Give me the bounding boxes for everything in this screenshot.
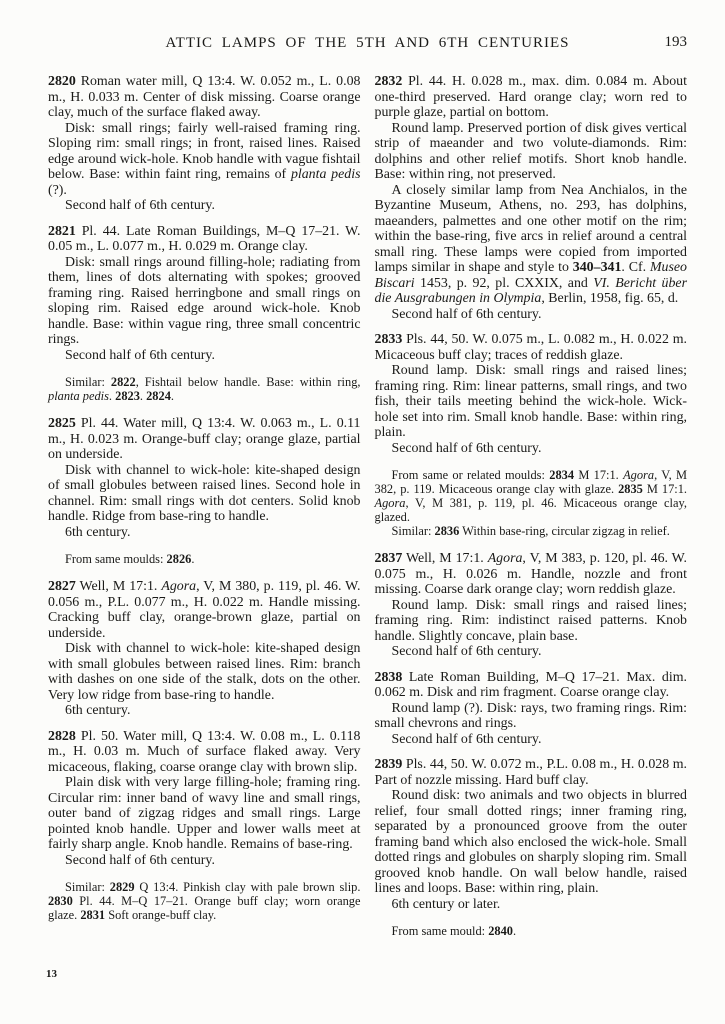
paragraph [48,703,361,719]
paragraph [48,525,361,541]
catalog-number: 2835 [618,482,643,496]
paragraph [375,468,688,524]
catalog-number: 2826 [166,552,192,566]
paragraph [375,121,688,183]
catalog-number: 2831 [80,908,106,922]
text-run: Plain disk with very large filling-hole; framing ring. Circular rim: inner band of wavy line and small rings, outer band of zigzag ridges and small rings. Large pointed knob handle. Upper and lower walls meet at fairly sharp angle. Knob handle. Remains of base-ring. [48,775,361,852]
catalog-number: 2833 [374,332,403,347]
text-run: . [108,389,116,403]
text-run: Disk: small rings; fairly well-raised framing ring. Sloping rim: small rings; in front, raised lines. Raised edge around wick-hole. Knob handle with vague fishtail below. Base: within faint ring, remains of [48,120,361,182]
paragraph [48,552,361,566]
text-run: Round lamp. Disk: small rings and raised lines; framing ring. Rim: indistinct raised patterns. Knob handle. Slightly concave, plain base. [374,597,687,644]
text-run: Round lamp (?). Disk: rays, two framing rings. Rim: small chevrons and rings. [374,700,687,731]
italic-run: Agora [374,496,406,510]
paragraph [48,579,361,641]
catalog-number: 2830 [48,894,73,908]
text-run: A closely similar lamp from Nea Anchialos, in the Byzantine Museum, Athens, no. 293, has dolphins, maeanders, palmettes and one other motif on the rim; within the base-ring, five arcs in relief around a central small ring. These lamps were copied from imported lamps similar in shape and style to [374,182,687,275]
text-run: From same mould: [391,924,489,938]
paragraph [375,74,688,121]
text-run: . [513,924,517,938]
catalog-entry [375,670,688,748]
text-run: , Berlin, 1958, fig. 65, d. [541,291,679,306]
text-run: Pl. 50. Water mill, Q 13:4. W. 0.08 m., L. 0.118 m., H. 0.03 m. Much of surface flaked away. Very micaceous, flaking, coarse orange clay with brown slip. [48,728,361,775]
catalog-entry [375,74,688,322]
catalog-number: 340–341 [572,260,622,275]
catalog-number: 2832 [374,74,403,89]
text-run: From same or related moulds: [391,468,550,482]
catalog-number: 2820 [48,74,76,89]
text-run: Pl. 44. Late Roman Buildings, M–Q 17–21. W. 0.05 m., L. 0.077 m., H. 0.029 m. Orange clay. [48,223,361,254]
text-run: Pl. 44. Water mill, Q 13:4. W. 0.063 m., L. 0.11 m., H. 0.023 m. Orange-buff clay; orange glaze, partial on underside. [48,416,361,462]
text-run: From same moulds: [65,552,167,566]
paragraph [48,348,361,364]
paragraph [48,416,361,463]
paragraph [48,729,361,776]
text-run: Second half of 6th century. [65,347,215,363]
paragraph [48,463,361,525]
text-run: (?). [48,182,67,198]
text-run: M 17:1. [642,482,688,496]
paragraph [48,255,361,348]
paragraph [375,670,688,701]
text-run: , Fishtail below handle. Base: within ring, [135,375,361,389]
paragraph [375,332,688,363]
paragraph [375,732,688,748]
catalog-number: 2838 [374,669,403,685]
text-run: Roman water mill, Q 13:4. W. 0.052 m., L. 0.08 m., H. 0.033 m. Center of disk missing. Coarse orange clay, much of the surface flaked away. [48,74,361,120]
text-run: Similar: [65,880,110,894]
text-run: Well, M 17:1. [75,579,162,594]
text-run: 1453, p. 92, pl. CXXIX, and [414,275,594,291]
text-run: , V, M 383, p. 120, pl. 46. W. 0.075 m., H. 0.026 m. Handle, nozzle and front missing. Coarse dark orange clay; worn reddish glaze. [374,551,687,597]
italic-run: Agora [161,579,197,594]
text-run: Second half of 6th century. [391,440,542,456]
catalog-entry [48,74,361,214]
left-column [48,74,361,951]
italic-run: Agora [623,468,655,482]
text-run: Pls. 44, 50. W. 0.072 m., P.L. 0.08 m., H. 0.028 m. Part of nozzle missing. Hard buff clay. [374,757,687,788]
running-head: ATTIC LAMPS OF THE 5TH AND 6TH CENTURIES [165,35,570,51]
paragraph [48,641,361,703]
paragraph [375,524,688,538]
text-run: Round disk: two animals and two objects in blurred relief, four small dotted rings; inner framing ring, separated by a pronounced groove from the outer framing band which also enclosed the wick-hole. Small dotted rings and globules on sharply sloping rim. Small grooved knob handle. On wall below handle, raised lines and loops. Base: within ring, plain. [374,788,687,896]
text-run: Disk with channel to wick-hole: kite-shaped design of small globules between raised lines. Second hole in channel. Rim: small rings with dot centers. Solid knob handle. Ridge from base-ring to handle. [48,462,361,524]
paragraph [375,757,688,788]
signature-mark: 13 [46,968,57,980]
small-print-note [48,375,361,403]
catalog-number: 2829 [109,880,135,894]
catalog-entry [375,757,688,912]
paragraph [375,551,688,598]
text-run: Similar: [391,524,435,538]
text-run: M 17:1. [574,468,624,482]
page-number: 193 [664,34,687,50]
paragraph [48,775,361,853]
catalog-entry [48,729,361,869]
text-run: . [139,389,147,403]
text-run: . [170,389,174,403]
text-run: Pl. 44. H. 0.028 m., max. dim. 0.084 m. About one-third preserved. Hard orange clay; worn red to purple glaze, partial on bottom. [374,74,687,120]
text-run: Late Roman Building, M–Q 17–21. Max. dim. 0.062 m. Disk and rim fragment. Coarse orange clay. [374,669,687,700]
paragraph [375,183,688,307]
paragraph [375,307,688,323]
catalog-entry [48,416,361,540]
paragraph [48,224,361,255]
paragraph [375,363,688,441]
catalog-number: 2834 [549,468,575,482]
catalog-number: 2836 [434,524,460,538]
text-run: Round lamp. Disk: small rings and raised lines; framing ring. Rim: linear patterns, small rings, and two fish, their tails meeting behind the wick-hole. Wick-hole set into rim. Small knob handle. Base: within ring, plain. [374,363,687,440]
small-print-note [48,880,361,922]
catalog-number: 2823 [115,389,140,403]
catalog-entry [375,332,688,456]
catalog-entry [375,551,688,660]
text-run: , V, M 380, p. 119, pl. 46. W. 0.056 m., P.L. 0.077 m., H. 0.022 m. Handle missing. Cracking buff clay, orange-brown glaze, partial on underside. [48,579,361,641]
text-run: Well, M 17:1. [402,551,488,566]
paragraph [48,853,361,869]
paragraph [375,598,688,645]
catalog-number: 2840 [488,924,513,938]
italic-run: planta pedis [48,389,109,403]
text-columns [48,74,687,951]
text-run: Similar: [65,375,111,389]
text-run: , V, M 382, p. 119. Micaceous orange clay with glaze. [374,468,687,496]
italic-run: Museo Biscari [374,260,687,291]
text-run: Pl. 44. M–Q 17–21. Orange buff clay; worn orange glaze. [48,894,361,922]
text-run: Second half of 6th century. [391,644,542,659]
paragraph [375,441,688,457]
catalog-number: 2827 [48,579,76,594]
text-run: Disk with channel to wick-hole: kite-shaped design with small globules between raised lines. Rim: branch with dashes on one side of the stalk, dots on the other. Very low ridge from base-ring to handle. [48,641,361,703]
text-run: Second half of 6th century. [391,731,542,747]
catalog-number: 2828 [48,728,76,744]
paragraph [375,897,688,913]
paragraph [48,375,361,403]
text-run: . Cf. [621,260,650,275]
catalog-entry [48,224,361,364]
catalog-number: 2839 [374,757,403,772]
text-run: Q 13:4. Pinkish clay with pale brown slip. [134,880,361,894]
catalog-number: 2821 [48,223,76,239]
paragraph [375,924,688,938]
text-run: Soft orange-buff clay. [105,908,217,922]
text-run: 6th century. [65,703,131,718]
text-run: Second half of 6th century. [65,852,215,868]
paragraph [375,701,688,732]
small-print-note [375,924,688,938]
page-header [48,34,687,54]
italic-run: VI. Bericht über die Ausgrabungen in Olympia [374,275,687,306]
text-run: Within base-ring, circular zigzag in relief. [459,524,670,538]
catalog-number: 2825 [48,416,76,431]
paragraph [375,644,688,660]
text-run: 6th century or later. [391,896,501,912]
catalog-number: 2822 [110,375,136,389]
paragraph [375,788,688,897]
text-run: 6th century. [65,524,131,540]
paragraph [48,880,361,922]
italic-run: planta pedis [290,167,361,182]
italic-run: Agora [487,551,523,566]
text-run: Round lamp. Preserved portion of disk gives vertical strip of maeander and two volute-diamonds. Rim: dolphins and other relief motifs. Short knob handle. Base: within ring, not preserved. [374,120,687,182]
text-run: Disk: small rings around filling-hole; radiating from them, lines of dots alternating with spokes; grooved framing ring. Raised herringbone and small rings on sloping rim. Raised edge around wick-hole. Knob handle. Base: within vague ring, three small concentric rings. [48,254,361,347]
text-run: . [191,552,195,566]
paragraph [48,198,361,214]
paragraph [48,121,361,199]
paragraph [48,74,361,121]
catalog-entry [48,579,361,719]
catalog-number: 2837 [374,551,403,566]
catalog-number: 2824 [146,389,171,403]
small-print-note [375,468,688,538]
text-run: , V, M 381, p. 119, pl. 46. Micaceous orange clay, glazed. [374,496,687,524]
small-print-note [48,552,361,566]
text-run: Pls. 44, 50. W. 0.075 m., L. 0.082 m., H. 0.022 m. Micaceous buff clay; traces of reddish glaze. [374,332,687,363]
text-run: Second half of 6th century. [391,306,542,322]
text-run: Second half of 6th century. [65,198,215,213]
right-column [375,74,688,951]
